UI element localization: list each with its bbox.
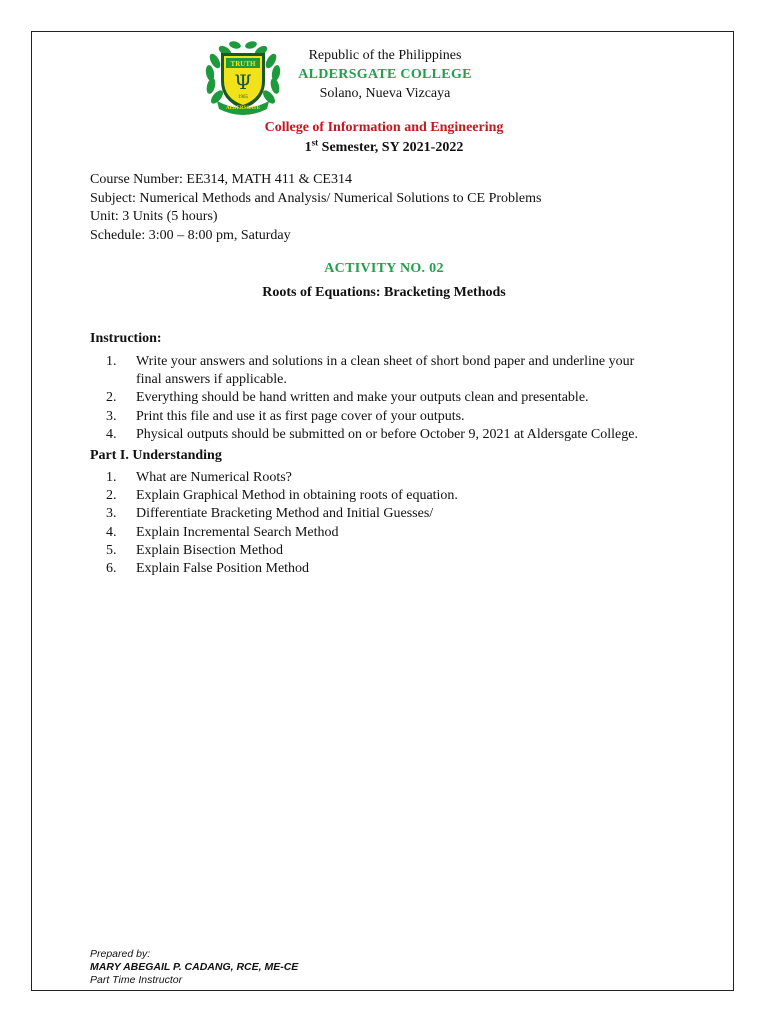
list-item — [106, 560, 696, 578]
svg-text:TRUTH: TRUTH — [230, 60, 256, 68]
item-text: Explain False Position Method — [136, 561, 310, 577]
semester-text: Semester, SY 2021-2022 — [318, 140, 464, 155]
semester-line — [0, 138, 768, 158]
item-text: Explain Graphical Method in obtaining roots of equation. — [136, 488, 458, 504]
item-number: 4. — [106, 524, 117, 540]
item-text: Everything should be hand written and make your outputs clean and presentable. — [136, 390, 589, 406]
item-number: 2. — [106, 488, 117, 504]
item-text: Print this file and use it as first page cover of your outputs. — [136, 408, 465, 424]
college-location: Solano, Nueva Vizcaya — [319, 86, 451, 101]
item-number: 4. — [106, 426, 117, 442]
item-text: Explain Incremental Search Method — [136, 524, 339, 540]
instruction-list — [106, 353, 696, 444]
list-item — [106, 542, 696, 560]
item-text: What are Numerical Roots? — [136, 470, 292, 485]
list-item — [106, 353, 696, 389]
part1-heading: Part I. Understanding — [90, 448, 222, 463]
svg-text:1965: 1965 — [238, 95, 248, 100]
college-name: ALDERSGATE COLLEGE — [298, 67, 472, 82]
course-unit: Unit: 3 Units (5 hours) — [90, 209, 218, 224]
item-number: 1. — [106, 354, 117, 369]
instruction-heading: Instruction: — [90, 331, 162, 346]
prepared-by-block — [90, 948, 298, 987]
item-number: 2. — [106, 390, 117, 406]
activity-title: Roots of Equations: Bracketing Methods — [262, 285, 506, 300]
instructor-role: Part Time Instructor — [90, 974, 183, 986]
semester-ordinal: st — [311, 137, 319, 148]
svg-text:Ψ: Ψ — [234, 70, 252, 94]
list-item — [106, 389, 696, 407]
item-text: Differentiate Bracketing Method and Initial Guesses/ — [136, 506, 434, 522]
college-seal-logo — [205, 39, 281, 115]
list-item — [106, 426, 696, 444]
department-block — [0, 118, 768, 158]
item-text: Physical outputs should be submitted on or before October 9, 2021 at Aldersgate College. — [136, 426, 638, 442]
item-number: 3. — [106, 506, 117, 522]
activity-number: ACTIVITY NO. 02 — [324, 261, 444, 276]
course-subject: Subject: Numerical Methods and Analysis/ Numerical Solutions to CE Problems — [90, 190, 542, 206]
instructor-name: MARY ABEGAIL P. CADANG, RCE, ME-CE — [90, 961, 299, 973]
list-item — [106, 408, 696, 426]
item-text: Explain Bisection Method — [136, 542, 283, 558]
course-number: Course Number: EE314, MATH 411 & CE314 — [90, 172, 352, 187]
list-item — [106, 524, 696, 542]
department-name: College of Information and Engineering — [264, 120, 504, 135]
item-number: 5. — [106, 542, 117, 558]
item-line: Write your answers and solutions in a clean sheet of short bond paper and underline your — [136, 354, 635, 369]
prepared-by-label: Prepared by: — [90, 948, 151, 960]
part1-list — [106, 469, 696, 578]
course-info — [90, 171, 541, 245]
item-number: 6. — [106, 561, 117, 577]
item-line: final answers if applicable. — [136, 372, 287, 388]
list-item — [106, 505, 696, 523]
list-item — [106, 487, 696, 505]
list-item — [106, 469, 696, 487]
school-header — [290, 46, 480, 103]
item-number: 3. — [106, 408, 117, 424]
item-number: 1. — [106, 470, 117, 485]
semester-number: 1 — [304, 140, 312, 155]
course-schedule: Schedule: 3:00 – 8:00 pm, Saturday — [90, 227, 291, 243]
republic-line: Republic of the Philippines — [308, 48, 462, 63]
svg-text:ALDERSGATE: ALDERSGATE — [225, 106, 261, 111]
item-text — [136, 353, 696, 389]
